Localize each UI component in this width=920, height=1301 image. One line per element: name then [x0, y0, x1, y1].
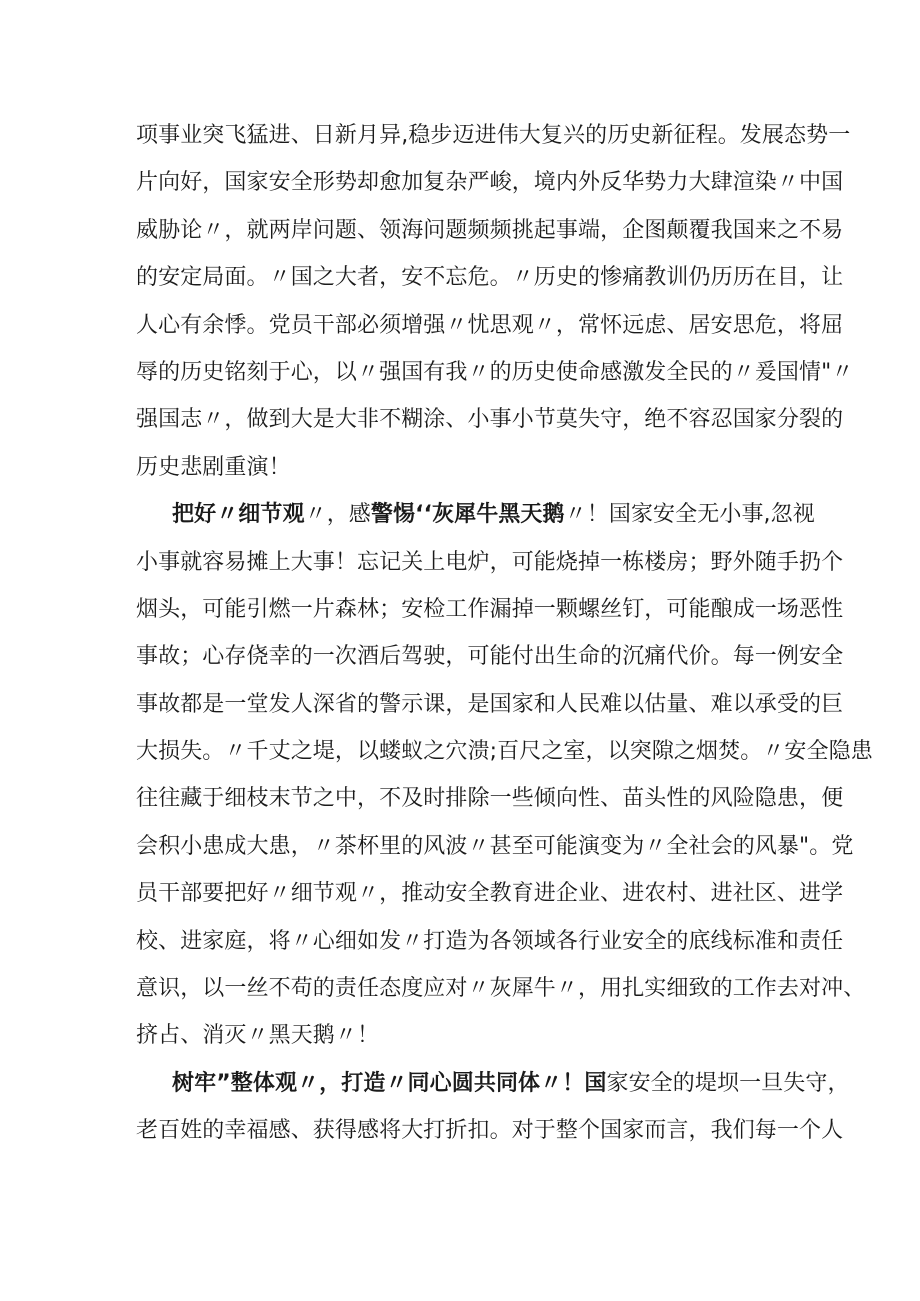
- text-line: 项事业突飞猛进、日新月异,稳步迈进伟大复兴的历史新征程。发展态势一: [136, 123, 851, 148]
- text-line: 老百姓的幸福感、获得感将大打折扣。对于整个国家而言，我们每一个人: [136, 1118, 844, 1144]
- section-heading: 警惕‘‘灰犀牛黑天鹅: [370, 502, 565, 528]
- text-line: 往往藏于细枝末节之中，不及时排除一些倾向性、苗头性的风险隐患，便: [136, 786, 844, 812]
- text-line: 事故都是一堂发人深省的警示课，是国家和人民难以估量、难以承受的巨: [136, 691, 844, 717]
- paragraph-3: [136, 1060, 850, 1155]
- paragraph-heading-line: [136, 491, 815, 538]
- paragraph-2: [136, 491, 873, 1060]
- heading-text: 家安全的堤坝一旦失守，: [606, 1070, 850, 1096]
- text-line: 意识，以一丝不苟的责任态度应对〃灰犀牛〃，用扎实细致的工作去对冲、: [136, 976, 866, 1002]
- text-line: 威胁论〃，就两岸问题、领海问题频频挑起事端，企图颠覆我国来之不易: [136, 217, 844, 243]
- paragraph-1: [136, 112, 854, 491]
- document-body: [136, 112, 873, 1155]
- text-line: 小事就容易摊上大事！忘记关上电炉，可能烧掉一栋楼房；野外随手扔个: [136, 549, 844, 575]
- text-line: 历史悲剧重演！: [136, 454, 291, 480]
- text-line: 事故；心存侥幸的一次酒后驾驶，可能付出生命的沉痛代价。每一例安全: [136, 644, 844, 670]
- text-line: 人心有余悸。党员干部必须增强〃忧思观〃，常怀远虑、居安思危，将屈: [136, 312, 844, 338]
- text-line: 辱的历史铭刻于心，以〃强国有我〃的历史使命感激发全民的〃爰国情"〃: [136, 359, 854, 385]
- text-line: 挤占、消灭〃黑天鹅〃！: [136, 1023, 380, 1049]
- section-heading: 树牢”整体观〃，打造〃同心圆共同体〃！国: [172, 1070, 607, 1096]
- heading-text: 〃！国家安全无小事,忽视: [564, 502, 815, 528]
- text-line: 烟头，可能引燃一片森林；安检工作漏掉一颗螺丝钉，可能酿成一场恶性: [136, 596, 844, 622]
- heading-text: 〃，感: [304, 502, 371, 528]
- text-line: 大损失。〃千丈之堤，以蝼蚁之穴溃;百尺之室，以突隙之烟焚。〃安全隐患: [136, 739, 873, 765]
- text-line: 片向好，国家安全形势却愈加复杂严峻，境内外反华势力大肆渲染〃中国: [136, 170, 844, 196]
- text-line: 会积小患成大患，〃茶杯里的风波〃甚至可能演变为〃全社会的风暴"。党: [136, 833, 854, 859]
- text-line: 强国志〃，做到大是大非不糊涂、小事小节莫失守，绝不容忍国家分裂的: [136, 407, 844, 433]
- text-line: 员干部要把好〃细节观〃，推动安全教育进企业、进农村、进社区、进学: [136, 881, 844, 907]
- section-heading: 把好〃细节观: [172, 502, 305, 528]
- text-line: 的安定局面。〃国之大者，安不忘危。〃历史的惨痛教训仍历历在目，让: [136, 265, 844, 291]
- paragraph-heading-line: [136, 1060, 850, 1107]
- text-line: 校、进家庭，将〃心细如发〃打造为各领域各行业安全的底线标准和责任: [136, 928, 844, 954]
